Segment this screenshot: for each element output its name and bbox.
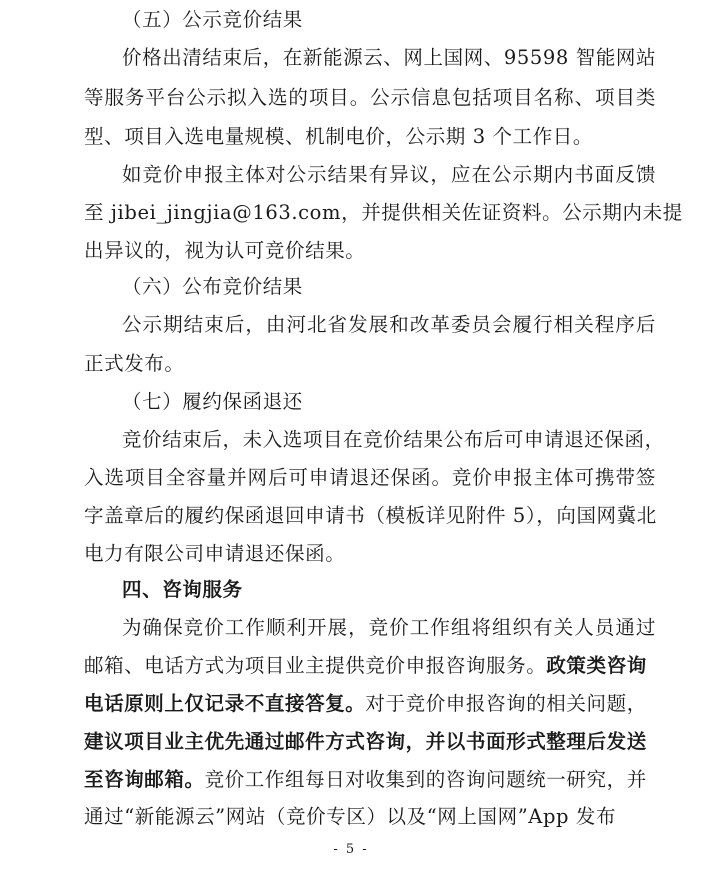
section-heading-7: （七）履约保函退还 [122,390,303,413]
paragraph-line: 价格出清结束后，在新能源云、网上国网、95598 智能网站 [122,46,657,69]
section-heading-5: （五）公示竞价结果 [122,8,303,31]
paragraph-line: 型、项目入选电量规模、机制电价，公示期 3 个工作日。 [84,125,594,148]
bold-text: 电话原则上仅记录不直接答复。 [84,692,366,715]
paragraph-line: 如竞价申报主体对公示结果有异议，应在公示期内书面反馈 [122,163,656,186]
paragraph-line [84,768,656,792]
normal-text: 邮箱、电话方式为项目业主提供竞价申报咨询服务。 [84,654,547,677]
bold-text: 至咨询邮箱。 [84,768,205,791]
paragraph-line: 通过“新能源云”网站（竞价专区）以及“网上国网”App 发布 [84,805,617,828]
section-heading-four: 四、咨询服务 [122,578,243,601]
normal-text: 竞价工作组每日对收集到的咨询问题统一研究，并 [204,768,647,791]
paragraph-line: 至 jibei_jingjia@163.com，并提供相关佐证资料。公示期内未提 [84,201,683,224]
paragraph-line: 电力有限公司申请退还保函。 [84,542,346,565]
normal-text: 对于竞价申报咨询的相关问题， [365,692,647,715]
paragraph-line [84,692,656,716]
paragraph-line: 等服务平台公示拟入选的项目。公示信息包括项目名称、项目类 [84,86,656,109]
paragraph-line: 公示期结束后，由河北省发展和改革委员会履行相关程序后 [122,313,656,336]
paragraph-line: 出异议的，视为认可竞价结果。 [84,239,366,262]
paragraph-line: 字盖章后的履约保函退回申请书（模板详见附件 5），向国网冀北 [84,504,657,527]
paragraph-line: 入选项目全容量并网后可申请退还保函。竞价申报主体可携带签 [84,466,656,489]
section-heading-6: （六）公布竞价结果 [122,275,303,298]
page-number: - 5 - [333,842,369,857]
paragraph-line: 为确保竞价工作顺利开展，竞价工作组将组织有关人员通过 [122,616,656,639]
paragraph-line: 竞价结束后，未入选项目在竞价结果公布后可申请退还保函， [122,428,665,451]
paragraph-line: 正式发布。 [84,352,185,375]
paragraph-line [84,654,656,678]
bold-text: 政策类咨询 [546,654,647,677]
paragraph-line-bold: 建议项目业主优先通过邮件方式咨询，并以书面形式整理后发送 [84,730,647,753]
